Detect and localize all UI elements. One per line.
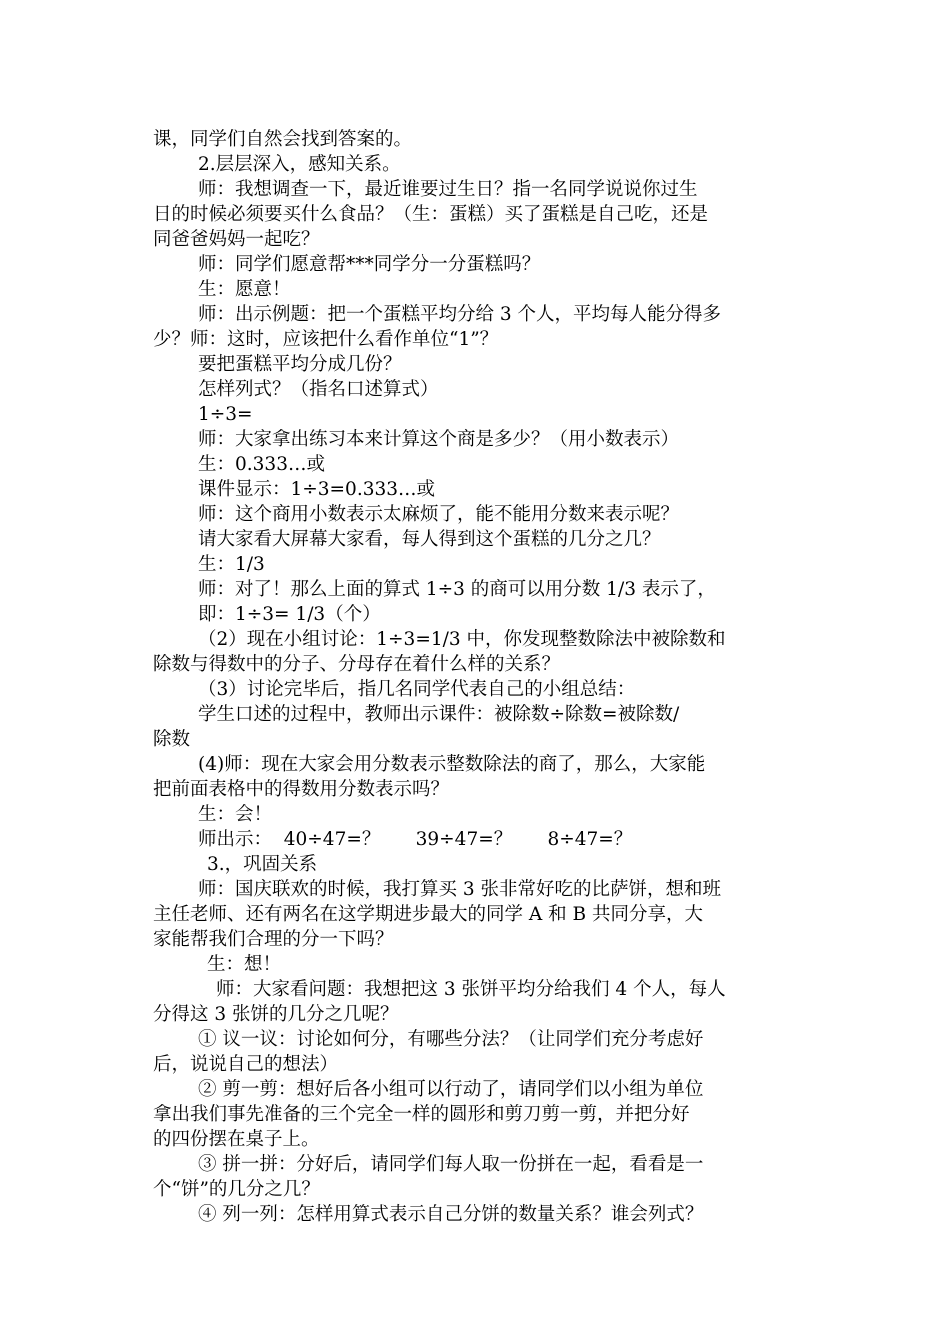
text-line: 师：我想调查一下，最近谁要过生日？指一名同学说说你过生 <box>198 179 698 200</box>
text-line: 的四份摆在桌子上。 <box>153 1129 320 1150</box>
text-line: 生：会！ <box>198 804 273 825</box>
text-line: 课件显示：1÷3=0.333…或 <box>198 479 436 500</box>
text-line: ③ 拼一拼：分好后，请同学们每人取一份拼在一起，看看是一 <box>198 1154 704 1175</box>
text-line: 请大家看大屏幕大家看，每人得到这个蛋糕的几分之几？ <box>198 529 661 550</box>
text-line: 少？师：这时，应该把什么看作单位“1”？ <box>153 329 499 350</box>
text-line: 除数与得数中的分子、分母存在着什么样的关系？ <box>153 654 561 675</box>
section-heading: 2.层层深入，感知关系。 <box>198 154 401 175</box>
text-line: 后，说说自己的想法） <box>153 1054 339 1075</box>
text-line: 师：出示例题：把一个蛋糕平均分给 3 个人，平均每人能分得多 <box>198 304 722 325</box>
text-line: 生：想！ <box>207 954 282 975</box>
text-line: 除数 <box>153 729 191 750</box>
text-line: （2）现在小组讨论：1÷3=1/3 中，你发现整数除法中被除数和 <box>198 629 726 650</box>
text-line: ② 剪一剪：想好后各小组可以行动了，请同学们以小组为单位 <box>198 1079 704 1100</box>
text-line: 生：1/3 <box>198 554 265 575</box>
text-line: 师：国庆联欢的时候，我打算买 3 张非常好吃的比萨饼，想和班 <box>198 879 722 900</box>
text-line: 师：对了！那么上面的算式 1÷3 的商可以用分数 1/3 表示了， <box>198 579 716 600</box>
text-line: 师：大家看问题：我想把这 3 张饼平均分给我们 4 个人，每人 <box>216 979 726 1000</box>
text-line: 日的时候必须要买什么食品？（生：蛋糕）买了蛋糕是自己吃，还是 <box>153 204 709 225</box>
text-line: ④ 列一列：怎样用算式表示自己分饼的数量关系？谁会列式？ <box>198 1204 704 1225</box>
text-line: 学生口述的过程中，教师出示课件：被除数÷除数=被除数/ <box>198 704 680 725</box>
section-heading: 3.，巩固关系 <box>207 854 318 875</box>
text-line: （3）讨论完毕后，指几名同学代表自己的小组总结： <box>198 679 636 700</box>
text-line: 要把蛋糕平均分成几份？ <box>198 354 402 375</box>
text-line: (4)师：现在大家会用分数表示整数除法的商了，那么，大家能 <box>198 754 706 775</box>
text-line: 1÷3= <box>198 404 253 425</box>
text-line: 主任老师、还有两名在这学期进步最大的同学 A 和 B 共同分享，大 <box>153 904 703 925</box>
text-line: ① 议一议：讨论如何分，有哪些分法？（让同学们充分考虑好 <box>198 1029 704 1050</box>
text-line: 师出示： 40÷47=？ 39÷47=？ 8÷47=？ <box>198 829 633 850</box>
text-line: 怎样列式？（指名口述算式） <box>198 379 439 400</box>
text-line: 生：0.333…或 <box>198 454 325 475</box>
text-line: 同爸爸妈妈一起吃？ <box>153 229 320 250</box>
text-line: 课，同学们自然会找到答案的。 <box>153 129 413 150</box>
text-line: 个“饼”的几分之几？ <box>153 1179 320 1200</box>
text-line: 家能帮我们合理的分一下吗？ <box>153 929 394 950</box>
text-line: 分得这 3 张饼的几分之几呢？ <box>153 1004 399 1025</box>
text-line: 即：1÷3= 1/3（个） <box>198 604 381 625</box>
text-line: 师：大家拿出练习本来计算这个商是多少？（用小数表示） <box>198 429 680 450</box>
text-line: 师：这个商用小数表示太麻烦了，能不能用分数来表示呢？ <box>198 504 680 525</box>
text-line: 师：同学们愿意帮***同学分一分蛋糕吗？ <box>198 254 541 275</box>
text-line: 拿出我们事先准备的三个完全一样的圆形和剪刀剪一剪，并把分好 <box>153 1104 690 1125</box>
text-line: 生：愿意！ <box>198 279 291 300</box>
text-line: 把前面表格中的得数用分数表示吗？ <box>153 779 450 800</box>
